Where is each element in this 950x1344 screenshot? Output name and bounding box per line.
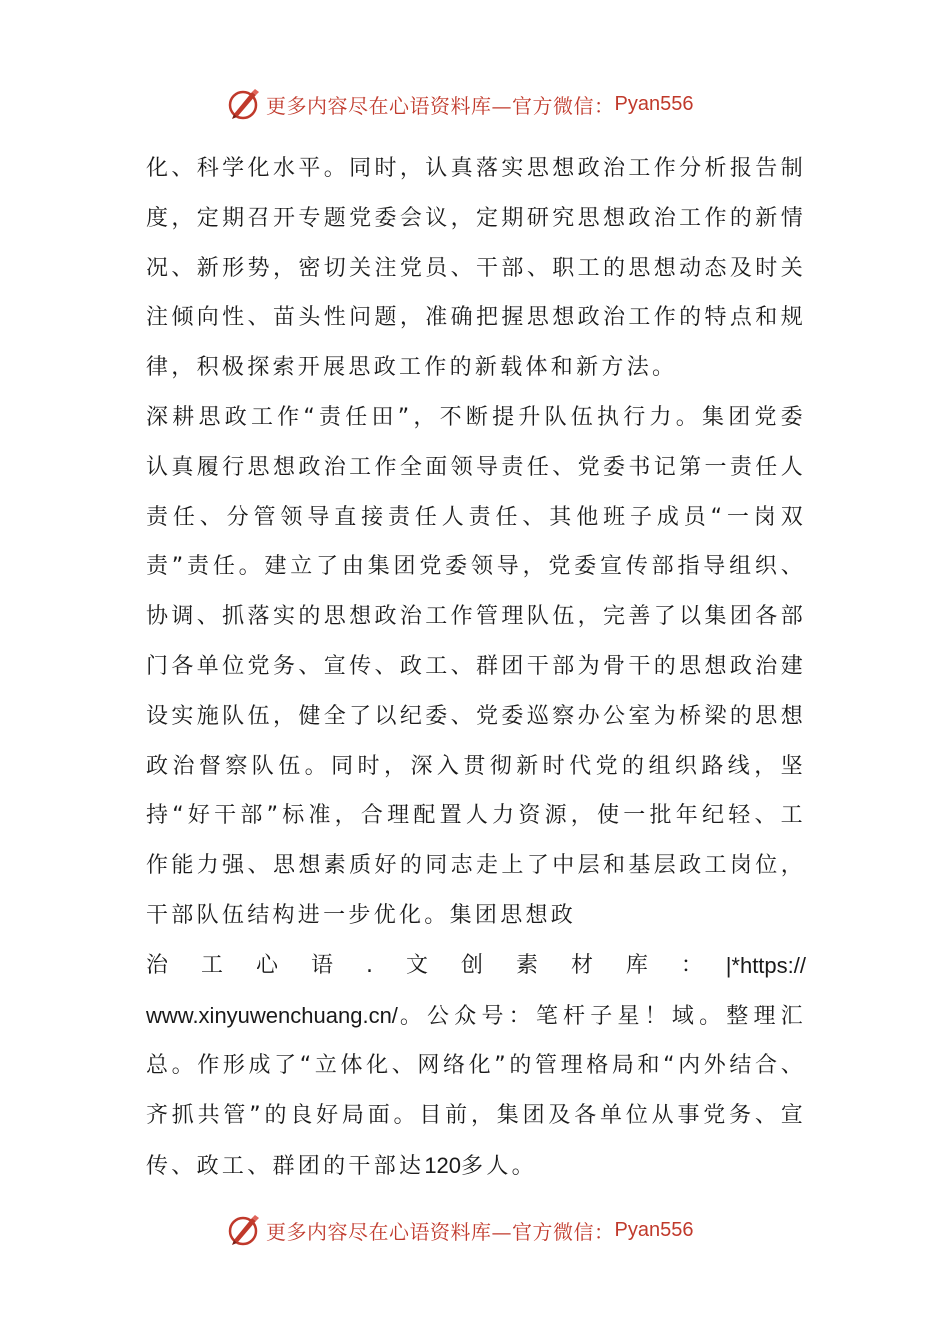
banner-text: 更多内容尽在心语资料库—官方微信： <box>266 93 615 118</box>
paragraph-text: 深耕思政工作“责任田”，不断提升队伍执行力。集团党委认真履行思想政治工作全面领导责任、党委书记第一责任人责任、分管领导直接责任人责任、其他班子成员“一岗双责”责任。建立了由集团党委领导，党委宣传部指导组织、协调、抓落实的思想政治工作管理队伍，完善了以集团各部门各单位党务、宣传、政工、群团干部为骨干的思想政治建设实施队伍，健全了以纪委、党委巡察办公室为桥梁的思想政治督察队伍。同时，深入贯彻新时代党的组织路线，坚持“好干部”标准，合理配置人力资源，使一批年纪轻、工作能力强、思想素质好的同志走上了中层和基层政工岗位，干部队伍结构进一步优化。集团思想政 <box>146 404 806 928</box>
pen-logo-icon <box>226 1212 262 1248</box>
banner-text: 更多内容尽在心语资料库—官方微信： <box>266 1219 615 1244</box>
document-body <box>146 144 806 1192</box>
number-text: 120 <box>424 1152 462 1178</box>
banner-contact: Pyan556 <box>614 92 694 115</box>
paragraph: 化、科学化水平。同时，认真落实思想政治工作分析报告制度，定期召开专题党委会议，定期研究思想政治工作的新情况、新形势，密切关注党员、干部、职工的思想动态及时关注倾向性、苗头性问题，准确把握思想政治工作的特点和规律，积极探索开展思政工作的新载体和新方法。 <box>146 156 806 381</box>
spread-line <box>146 941 806 991</box>
url-text: www.xinyuwenchuang.cn/ <box>146 1002 398 1028</box>
paragraph <box>146 393 806 941</box>
header-banner <box>226 84 726 124</box>
footer-banner <box>226 1210 726 1250</box>
banner-contact: Pyan556 <box>614 1218 694 1241</box>
paragraph-text: 多人。 <box>461 1153 537 1179</box>
paragraph-text: 。公众号：笔杆子星！域。整理汇总。作形成了“立体化、网络化”的管理格局和“内外结合、齐抓共管”的良好局面。目前，集团及各单位从事党务、宣传、政工、群团的干部达 <box>146 1003 806 1179</box>
pen-logo-icon <box>226 86 262 122</box>
spread-text: 治 工 心 语 . 文 创 素 材 库 ： <box>146 952 716 978</box>
url-start: |*https:// <box>725 952 806 978</box>
paragraph-continued <box>146 991 806 1192</box>
